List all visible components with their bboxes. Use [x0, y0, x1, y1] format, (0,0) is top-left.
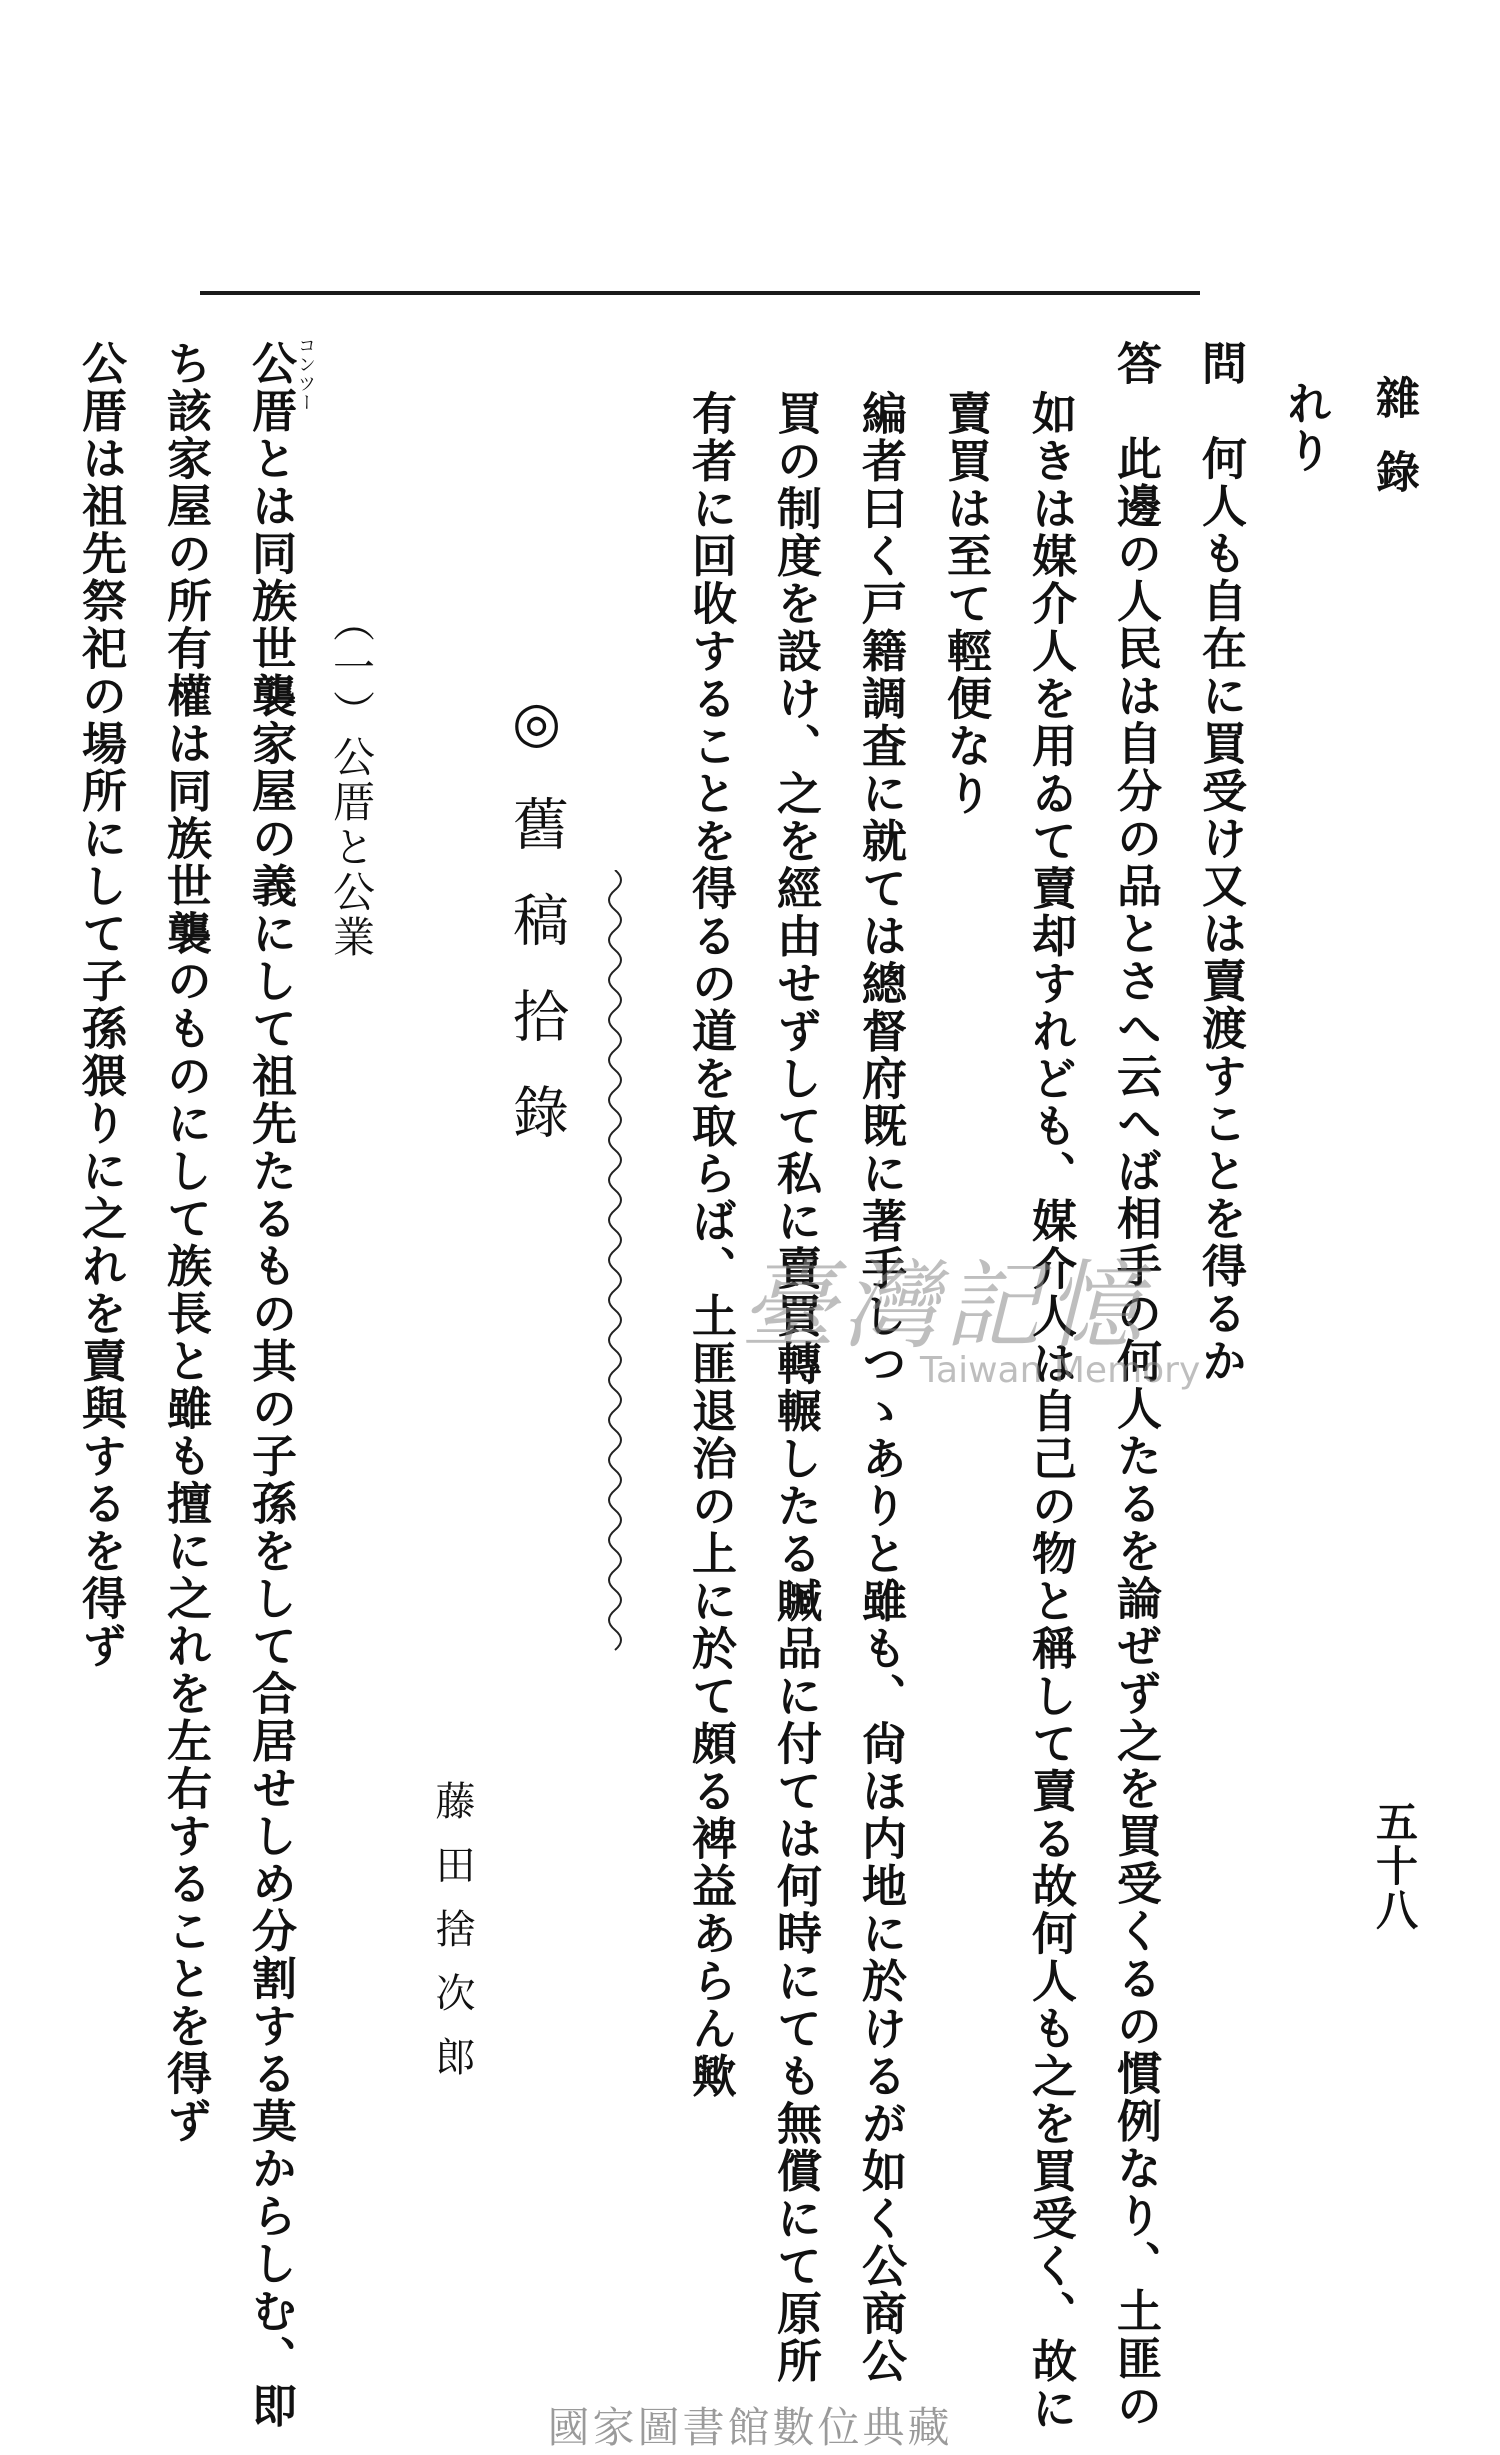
- body-column-5: 賣買は至て輕便なり: [939, 390, 992, 818]
- body-column-6: 編者曰く戸籍調査に就ては總督府既に著手しつゝありと雖も、尙ほ内地に於けるが如く公商公: [854, 390, 907, 2385]
- text2-column-2: ち該家屋の所有權は同族世襲のものにして族長と雖も擅に之れを左右することを得ず: [159, 340, 212, 2145]
- section-author: 藤田捨次郎: [429, 1780, 475, 2100]
- page-number: 五十八: [1370, 1800, 1419, 1932]
- body-column-4: 如きは媒介人を用ゐて賣却すれども、媒介人は自己の物と稱して賣る故何人も之を買受く、故に: [1024, 390, 1077, 2433]
- header-rule: [200, 291, 1200, 295]
- section-title: ◎舊稿拾錄: [504, 690, 569, 1179]
- subsection-heading: （一）公厝と公業: [327, 600, 376, 960]
- body-column-2: 問 何人も自在に買受け又は賣渡すことを得るか: [1194, 340, 1247, 1385]
- watermark-logo: [740, 1230, 1260, 1420]
- footer-archive-label: 國家圖書館數位典藏: [547, 2403, 953, 2452]
- wavy-divider: [598, 870, 632, 1660]
- ruby-reading: コンツー: [295, 336, 316, 412]
- watermark-main-text: 臺灣記憶: [740, 1250, 1148, 1362]
- body-column-3: 答 此邊の人民は自分の品とさへ云へば相手の何人たるを論ぜず之を買受くるの慣例なり、土匪の: [1109, 340, 1162, 2430]
- text2-column-3: 公厝は祖先祭祀の場所にして子孫猥りに之れを賣與するを得ず: [74, 340, 127, 1670]
- body-column-7: 買の制度を設け、之を經由せずして私に賣買轉輾したる贓品に付ては何時にても無償にて原所: [769, 390, 822, 2385]
- running-header-title: 雜錄: [1368, 375, 1419, 523]
- watermark-sub-text: Taiwan Memory: [920, 1350, 1201, 1391]
- body-column-8: 有者に回收することを得るの道を取らば、土匪退治の上に於て頗る裨益あらん歟: [684, 390, 737, 2100]
- body-column-1: れり: [1279, 380, 1332, 475]
- text2-column-1: 公厝とは同族世襲家屋の義にして祖先たるもの其の子孫をして合居せしめ分割する莫からしむ、即: [244, 340, 297, 2430]
